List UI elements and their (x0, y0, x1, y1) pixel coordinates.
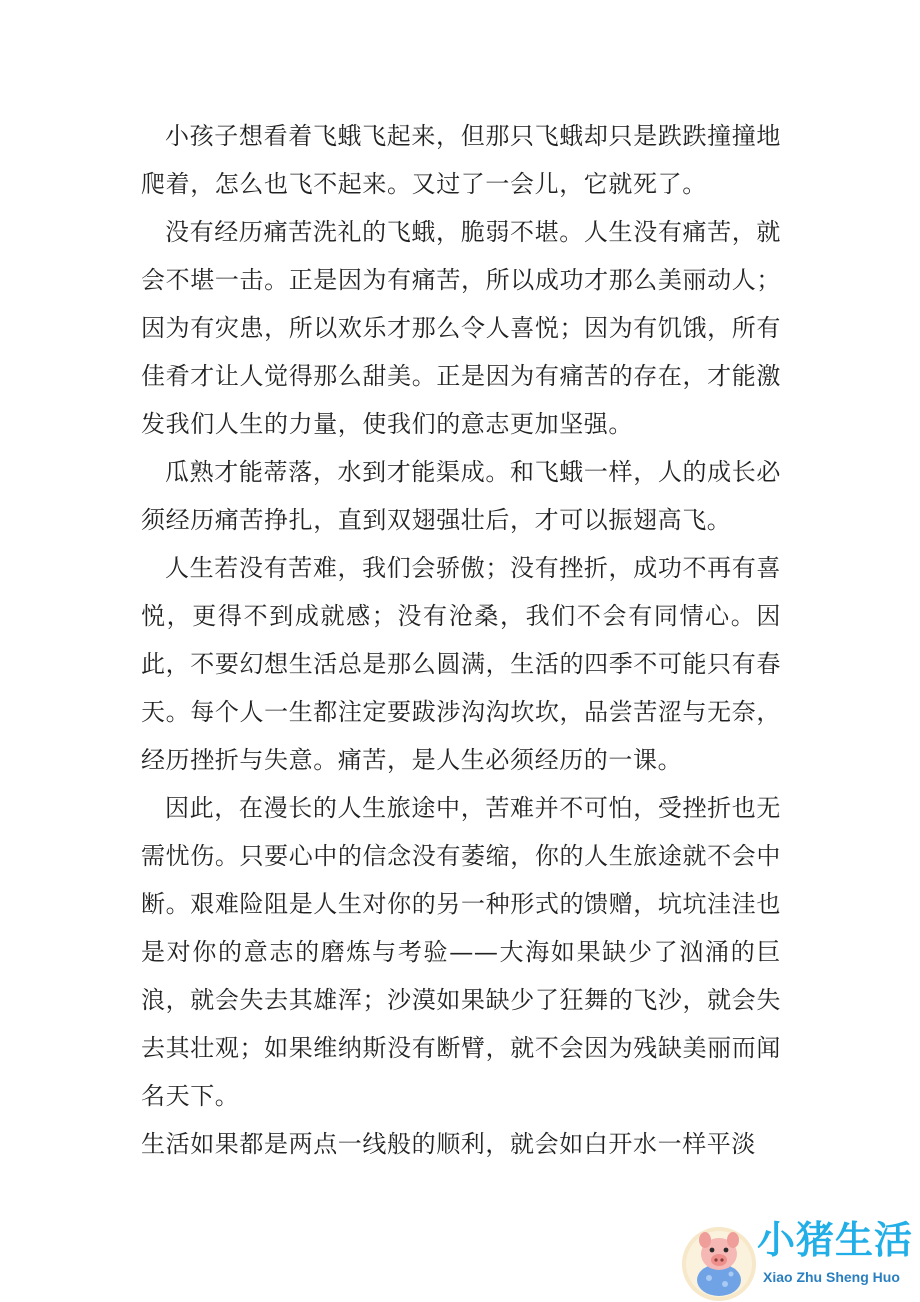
article-body (141, 112, 781, 1168)
paragraph-plain-life: 生活如果都是两点一线般的顺利，就会如白开水一样平淡 (141, 1130, 756, 1158)
paragraph-moth-death: 小孩子想看着飞蛾飞起来，但那只飞蛾却只是跌跌撞撞地爬着，怎么也飞不起来。又过了一会儿，它就死了。 (141, 122, 781, 198)
watermark-title: 小猪生活 (757, 1218, 914, 1262)
watermark-logo (679, 1214, 919, 1302)
pig-mascot-icon (679, 1220, 761, 1302)
paragraph-pain-value: 没有经历痛苦洗礼的飞蛾，脆弱不堪。人生没有痛苦，就会不堪一击。正是因为有痛苦，所以成功才那么美丽动人；因为有灾患，所以欢乐才那么令人喜悦；因为有饥饿，所有佳肴才让人觉得那么甜美。正是因为有痛苦的存在，才能激发我们人生的力量，使我们的意志更加坚强。 (141, 218, 781, 438)
paragraph-hardship: 人生若没有苦难，我们会骄傲；没有挫折，成功不再有喜悦，更得不到成就感；没有沧桑，我们不会有同情心。因此，不要幻想生活总是那么圆满，生活的四季不可能只有春天。每个人一生都注定要跋涉沟沟坎坎，品尝苦涩与无奈，经历挫折与失意。痛苦，是人生必须经历的一课。 (141, 554, 781, 774)
paragraph-life-journey: 因此，在漫长的人生旅途中，苦难并不可怕，受挫折也无需忧伤。只要心中的信念没有萎缩，你的人生旅途就不会中断。艰难险阻是人生对你的另一种形式的馈赠，坑坑洼洼也是对你的意志的磨炼与考验——大海如果缺少了汹涌的巨浪，就会失去其雄浑；沙漠如果缺少了狂舞的飞沙，就会失去其壮观；如果维纳斯没有断臂，就不会因为残缺美丽而闻名天下。 (141, 794, 781, 1110)
paragraph-growth: 瓜熟才能蒂落，水到才能渠成。和飞蛾一样，人的成长必须经历痛苦挣扎，直到双翅强壮后，才可以振翅高飞。 (141, 458, 781, 534)
watermark-subtitle: Xiao Zhu Sheng Huo (763, 1269, 900, 1285)
